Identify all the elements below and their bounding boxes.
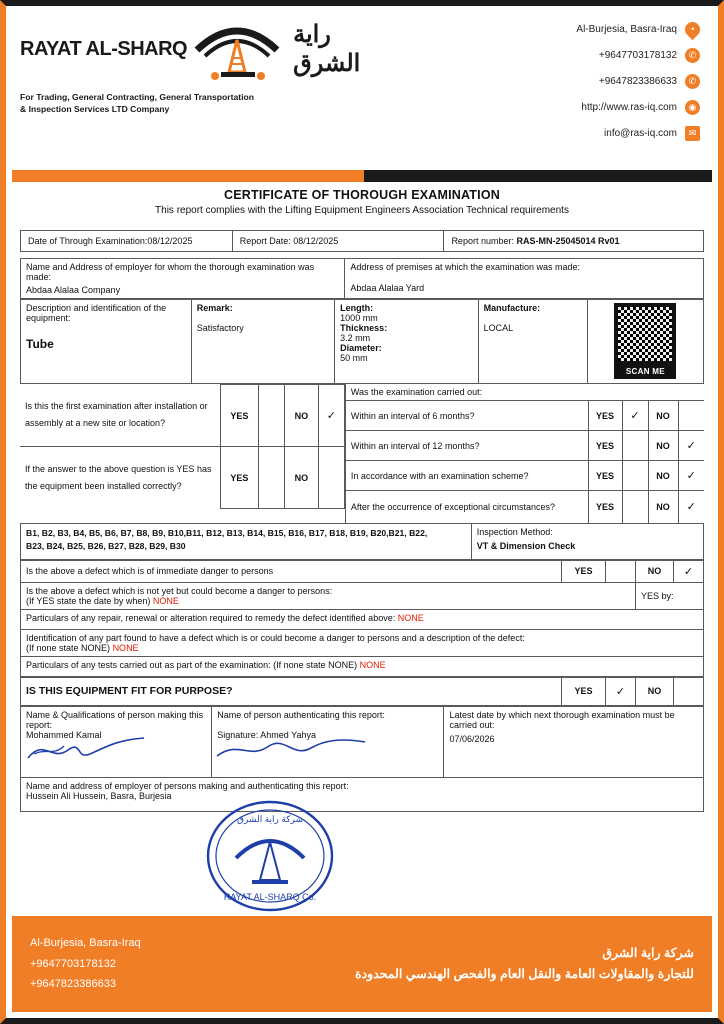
contact-phone-2: +9647823386633 (598, 76, 677, 87)
report-number-value: RAS-MN-25045014 Rv01 (516, 236, 620, 246)
fit-no-label: NO (636, 677, 674, 705)
q1-yes-label: YES (220, 385, 258, 447)
codes-table (20, 523, 704, 560)
footer-arabic-1: شركة راية الشرق (602, 945, 694, 960)
company-stamp (202, 796, 338, 916)
rq1-no-check[interactable] (678, 401, 704, 431)
next-exam-cell (444, 706, 704, 777)
premises-cell (345, 259, 704, 299)
rq4-yes-label: YES (588, 491, 622, 523)
fit-yes-label: YES (562, 677, 606, 705)
maker-value: Mohammed Kamal (26, 729, 102, 740)
rq2-no-label: NO (648, 431, 678, 461)
footer-address: Al-Burjesia, Basra-Iraq (30, 936, 141, 949)
codes-cell (21, 523, 472, 559)
codes-line-2: B23, B24, B25, B26, B27, B28, B29, B30 (26, 541, 186, 552)
future-danger-none: NONE (152, 595, 179, 606)
maker-label: Name & Qualifications of person making this report: (26, 709, 204, 730)
remark-cell (191, 300, 334, 384)
q2-no-check[interactable] (318, 447, 344, 509)
diameter-label: Diameter: (340, 343, 382, 353)
svg-text:شركة راية الشرق: شركة راية الشرق (236, 814, 304, 824)
report-number-cell (444, 231, 704, 252)
future-danger-cell (21, 582, 636, 609)
report-date-cell (232, 231, 444, 252)
contact-block (350, 16, 704, 152)
fit-no-check[interactable] (674, 677, 704, 705)
rq3-no-label: NO (648, 461, 678, 491)
logo-wordmark: RAYAT AL-SHARQ (20, 37, 188, 60)
exam-date-cell (21, 231, 233, 252)
repair-cell (21, 609, 704, 629)
thickness-value: 3.2 mm (340, 333, 371, 343)
globe-icon: ◉ (685, 100, 700, 115)
rq1-no-label: NO (648, 401, 678, 431)
exam-date-label: Date of Through Examination: (28, 236, 148, 246)
svg-text:RAYAT AL-SHARQ Co.: RAYAT AL-SHARQ Co. (223, 892, 317, 902)
document-header (6, 6, 718, 182)
report-date-value: 08/12/2025 (293, 236, 339, 246)
location-pin-icon: • (682, 19, 703, 40)
contact-phone-1: +9647703178132 (598, 50, 677, 61)
maker-signature (26, 740, 206, 774)
rq4-yes-check[interactable] (622, 491, 648, 523)
thickness-label: Thickness: (340, 323, 388, 333)
exam-date-value: 08/12/2025 (147, 236, 193, 246)
company-tagline-2: & Inspection Services LTD Company (20, 103, 170, 114)
phone-icon: ✆ (685, 48, 700, 63)
rq2-text: Within an interval of 12 months? (345, 431, 588, 461)
q2-yes-check[interactable] (258, 447, 284, 509)
logo-arabic: راية الشرق (293, 21, 361, 77)
phone-icon-2: ✆ (685, 74, 700, 89)
manufacture-value: LOCAL (483, 323, 514, 333)
employer-of-persons-cell (21, 777, 704, 811)
left-questions-wrap (20, 384, 345, 523)
title-block (6, 188, 718, 216)
premises-label: Address of premises at which the examination was made: (350, 262, 581, 272)
defects-table (20, 560, 704, 677)
footer-arabic-2: للتجارة والمقاولات العامة والنقل العام والفحص الهندسي المحدودة (355, 967, 694, 981)
q1-yes-check[interactable] (258, 385, 284, 447)
maker-cell (21, 706, 212, 777)
fit-question: IS THIS EQUIPMENT FIT FOR PURPOSE? (21, 677, 562, 705)
employer-value: Abdaa Alalaa Company (26, 285, 121, 295)
header-orange-bar (12, 170, 364, 182)
qr-code-cell[interactable] (587, 300, 703, 384)
immediate-yes-label: YES (562, 560, 606, 582)
next-exam-value: 07/06/2026 (449, 733, 495, 744)
page-title: CERTIFICATE OF THOROUGH EXAMINATION (224, 188, 500, 202)
envelope-icon: ✉ (685, 126, 700, 141)
qr-code-icon[interactable] (614, 303, 676, 365)
document-footer (12, 916, 712, 1012)
rq1-yes-check[interactable]: ✓ (622, 401, 648, 431)
header-dark-bar (364, 170, 712, 182)
qr-scan-label: SCAN ME (614, 365, 676, 379)
manufacture-label: Manufacture: (483, 303, 541, 313)
question-installed-correctly-text: If the answer to the above question is YES has the equipment been installed correctly? (20, 447, 220, 509)
q1-no-check[interactable]: ✓ (318, 385, 344, 447)
rq4-no-label: NO (648, 491, 678, 523)
employer-label: Name and Address of employer for whom the thorough examination was made: (26, 262, 315, 282)
question-first-exam-text: Is this the first examination after installation or assembly at a new site or location? (20, 385, 220, 447)
rq1-text: Within an interval of 6 months? (345, 401, 588, 431)
immediate-no-label: NO (636, 560, 674, 582)
auth-value: Signature: Ahmed Yahya (217, 729, 316, 740)
equipment-label: Description and identification of the equipment: (26, 303, 167, 323)
report-meta-table (20, 230, 704, 252)
premises-value: Abdaa Alalaa Yard (350, 283, 425, 293)
inspection-method-label: Inspection Method: (476, 526, 553, 537)
equipment-value: Tube (26, 337, 54, 351)
length-value: 1000 mm (340, 313, 378, 323)
rq4-no-check[interactable]: ✓ (678, 491, 704, 523)
signatories-table (20, 706, 704, 812)
repair-text: Particulars of any repair, renewal or alteration required to remedy the defect identified above: (26, 612, 396, 623)
page-subtitle: This report complies with the Lifting Equipment Engineers Association Technical requirements (155, 205, 569, 216)
remark-label: Remark: (196, 303, 233, 313)
future-danger-text: Is the above a defect which is not yet but could become a danger to persons: (26, 585, 333, 596)
footer-phone-1: +9647703178132 (30, 957, 116, 970)
fit-yes-check[interactable]: ✓ (606, 677, 636, 705)
employer-cell (21, 259, 345, 299)
dimensions-cell (335, 300, 478, 384)
diameter-value: 50 mm (340, 353, 368, 363)
inspection-method-cell (471, 523, 703, 559)
manufacture-cell (478, 300, 587, 384)
auth-cell (212, 706, 444, 777)
employer-of-persons-value: Hussein Ali Hussein, Basra, Burjesia (26, 790, 172, 801)
equipment-desc-cell (21, 300, 192, 384)
rq2-yes-check[interactable] (622, 431, 648, 461)
length-label: Length: (340, 303, 374, 313)
report-number-label: Report number: (451, 236, 514, 246)
part-defect-cell (21, 629, 704, 656)
fit-for-purpose-table (20, 677, 704, 706)
auth-label: Name of person authenticating this report: (217, 709, 385, 720)
immediate-danger-text: Is the above a defect which is of immediate danger to persons (21, 560, 562, 582)
company-tagline-1: For Trading, General Contracting, General Transportation (20, 92, 254, 102)
tests-text: Particulars of any tests carried out as part of the examination: (If none state NONE) (26, 659, 358, 670)
right-questions-wrap (345, 384, 704, 523)
company-logo-block (20, 16, 361, 115)
contact-address: Al-Burjesia, Basra-Iraq (576, 24, 677, 35)
yes-by-cell: YES by: (636, 582, 704, 609)
employer-of-persons-label: Name and address of employer of persons making and authenticating this report: (26, 780, 349, 791)
footer-phone-2: +9647823386633 (30, 978, 116, 991)
rq2-no-check[interactable]: ✓ (678, 431, 704, 461)
contact-email[interactable]: info@ras-iq.com (604, 128, 677, 139)
codes-line-1: B1, B2, B3, B4, B5, B6, B7, B8, B9, B10,B11, B12, B13, B14, B15, B16, B17, B18, B19, B20,B21, B22, (26, 527, 428, 538)
part-defect-text: Identification of any part found to have a defect which is or could become a danger to persons and a description of the defect: (26, 632, 525, 643)
q2-no-label: NO (284, 447, 318, 509)
rq3-yes-label: YES (588, 461, 622, 491)
q1-no-label: NO (284, 385, 318, 447)
next-exam-label: Latest date by which next thorough examination must be carried out: (449, 709, 675, 730)
immediate-yes-check[interactable] (606, 560, 636, 582)
contact-website[interactable]: http://www.ras-iq.com (581, 102, 677, 113)
rq3-yes-check[interactable] (622, 461, 648, 491)
report-date-label: Report Date: (239, 236, 291, 246)
remark-value: Satisfactory (196, 323, 244, 333)
employer-premises-table (20, 258, 704, 299)
document-body (6, 216, 718, 812)
rq1-yes-label: YES (588, 401, 622, 431)
derrick-logo-icon (191, 16, 283, 82)
inspection-method-value: VT & Dimension Check (476, 540, 576, 551)
rq3-no-check[interactable]: ✓ (678, 461, 704, 491)
immediate-no-check[interactable]: ✓ (674, 560, 704, 582)
part-defect-none: NONE (112, 642, 139, 653)
tests-cell (21, 656, 704, 676)
rq3-text: In accordance with an examination scheme? (345, 461, 588, 491)
future-danger-text2: (If YES state the date by when) (26, 595, 151, 606)
rq2-yes-label: YES (588, 431, 622, 461)
equipment-table (20, 299, 704, 384)
q2-yes-label: YES (220, 447, 258, 509)
repair-none: NONE (397, 612, 424, 623)
right-questions-header: Was the examination carried out: (345, 384, 704, 401)
auth-signature (217, 740, 438, 774)
part-defect-text2: (If none state NONE) (26, 642, 111, 653)
tests-none: NONE (359, 659, 386, 670)
examination-questions-table (20, 384, 704, 523)
rq4-text: After the occurrence of exceptional circumstances? (345, 491, 588, 523)
